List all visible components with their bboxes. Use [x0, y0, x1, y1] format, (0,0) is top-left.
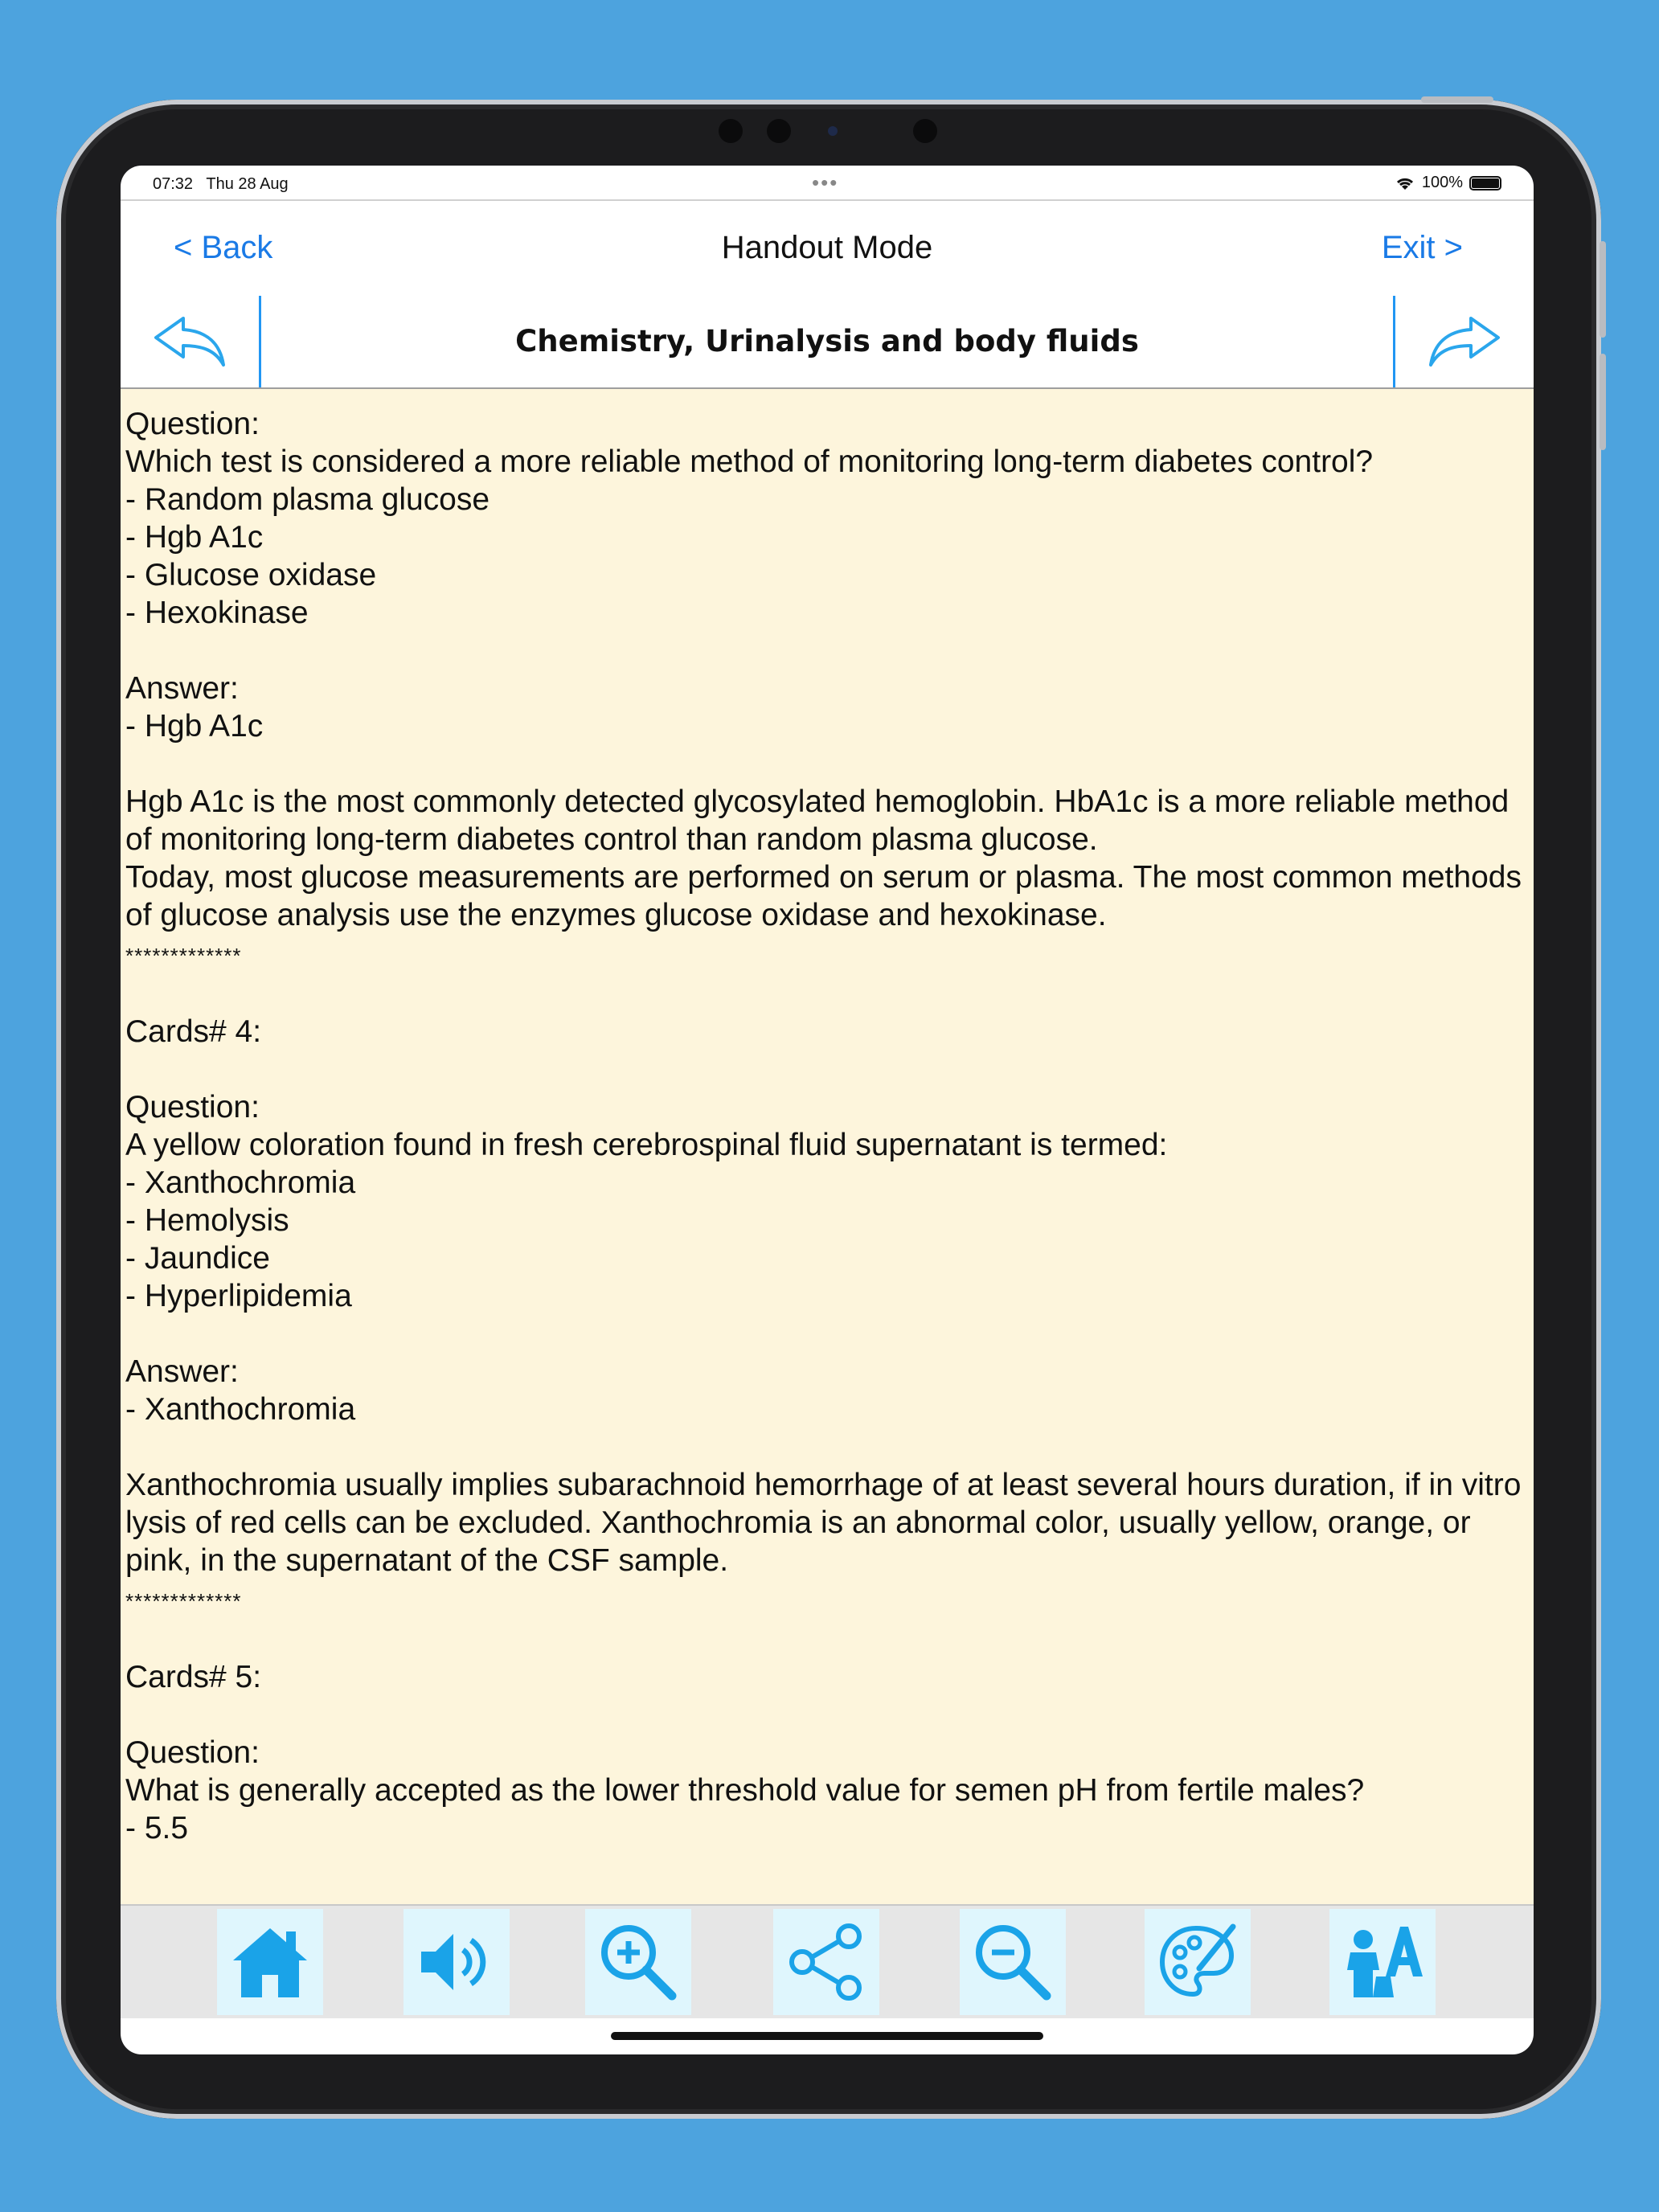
zoom-in-icon — [596, 1920, 680, 2004]
share-button[interactable] — [773, 1909, 879, 2015]
card-4-block: Cards# 4: Question: A yellow coloration found in fresh cerebrospinal fluid supernatant is termed: - Xanthochromia - Hemolysis - Jaundice - Hyperlipidemia Answer: - Xanthochromia Xanthochromia usually implies subarachnoid hemorrhage of at least several hours duration, if in vitro lysis of red cells can be excluded. Xanthochromia is an abnormal color, usually yellow, orange, or pink, in the supernatant of the CSF sample. — [125, 1014, 1522, 1578]
volume-up-button — [1600, 241, 1606, 338]
section-header — [121, 296, 1534, 389]
app-screen — [121, 166, 1534, 2054]
status-time-value: 07:32 — [153, 175, 194, 193]
separator: ************* — [125, 1589, 242, 1613]
status-right — [1395, 174, 1501, 192]
navigation-bar — [121, 199, 1534, 297]
home-icon — [230, 1923, 310, 2001]
text-style-button[interactable] — [1329, 1909, 1436, 2015]
speaker-icon — [416, 1926, 497, 1998]
camera-sensor — [719, 119, 743, 143]
section-title: Chemistry, Urinalysis and body fluids — [515, 324, 1139, 358]
camera-indicator — [828, 126, 838, 136]
camera-lens — [767, 119, 791, 143]
battery-percentage: 100% — [1421, 174, 1463, 191]
curved-arrow-right-icon — [1426, 313, 1503, 370]
zoom-out-icon — [971, 1920, 1055, 2004]
zoom-in-button[interactable] — [585, 1909, 691, 2015]
speaker-button[interactable] — [403, 1909, 510, 2015]
zoom-out-button[interactable] — [960, 1909, 1066, 2015]
battery-icon — [1469, 176, 1501, 190]
handout-text — [125, 405, 1529, 1847]
card-3-block: Question: Which test is considered a more reliable method of monitoring long-term diabetes control? - Random plasma glucose - Hgb A1c - Glucose oxidase - Hexokinase Answer: - Hgb A1c Hgb A1c is the most commonly detected glycosylated hemoglobin. HbA1c is a more reliable method of monitoring long-term diabetes control than random plasma glucose. Today, most glucose measurements are performed on serum or plasma. The most common methods of glucose analysis use the enzymes glucose oxidase and hexokinase. — [125, 407, 1522, 932]
theme-button[interactable] — [1145, 1909, 1251, 2015]
palette-icon — [1156, 1920, 1239, 2004]
home-indicator[interactable] — [611, 2032, 1043, 2040]
status-bar — [121, 166, 1534, 199]
previous-button[interactable] — [121, 296, 261, 387]
card-5-block: Cards# 5: Question: What is generally accepted as the lower threshold value for semen pH from fertile males? - 5.5 — [125, 1660, 1365, 1845]
text-style-icon — [1341, 1920, 1424, 2004]
status-time — [153, 175, 289, 194]
bottom-toolbar — [121, 1904, 1534, 2018]
back-button[interactable]: < Back — [174, 230, 273, 265]
handout-content[interactable] — [121, 389, 1534, 1904]
next-button[interactable] — [1393, 296, 1534, 387]
nav-title: Handout Mode — [721, 230, 933, 265]
separator: ************* — [125, 944, 242, 968]
status-date: Thu 28 Aug — [206, 175, 289, 193]
home-button[interactable] — [217, 1909, 323, 2015]
curved-arrow-left-icon — [151, 313, 228, 370]
camera-flash — [913, 119, 937, 143]
share-icon — [786, 1922, 866, 2002]
multitask-dots-icon[interactable]: ••• — [812, 170, 839, 195]
wifi-icon — [1395, 175, 1415, 191]
volume-down-button — [1600, 354, 1606, 450]
exit-button[interactable]: Exit > — [1381, 230, 1463, 265]
top-button — [1421, 96, 1493, 103]
